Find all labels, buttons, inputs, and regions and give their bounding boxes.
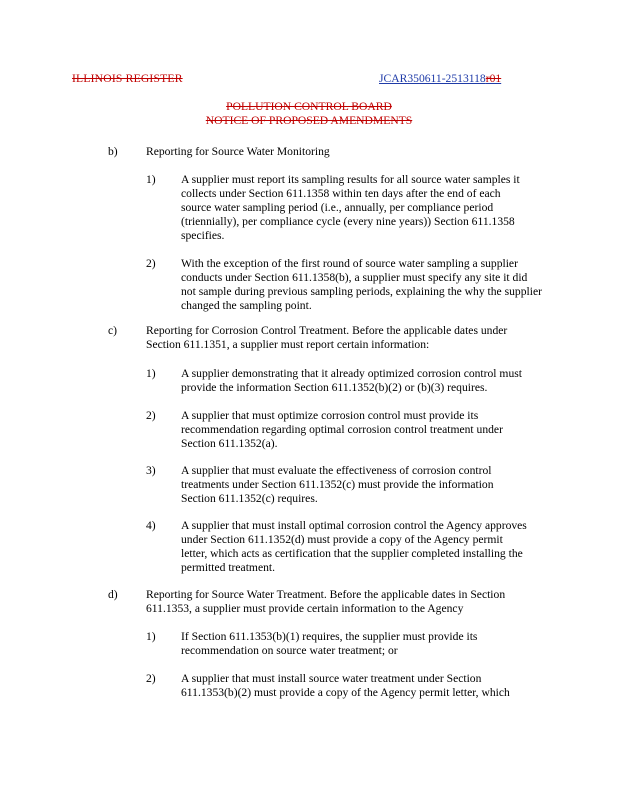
text-line: (triennially), per compliance cycle (every nine years)) Section 611.1358: [181, 215, 515, 228]
notice-title: NOTICE OF PROPOSED AMENDMENTS: [205, 114, 413, 127]
text-line: A supplier that must install optimal corrosion control the Agency approves: [181, 519, 527, 532]
board-title: POLLUTION CONTROL BOARD: [226, 100, 392, 113]
document-code-main: JCAR350611-2513118: [379, 72, 486, 85]
item-b1-number: 1): [146, 173, 156, 186]
text-line: A supplier demonstrating that it already optimized corrosion control must: [181, 367, 522, 380]
item-d1-text: [181, 630, 586, 658]
section-d-label: d): [108, 588, 118, 601]
text-line: under Section 611.1352(d) must provide a copy of the Agency permit: [181, 533, 503, 546]
text-line: changed the sampling point.: [181, 299, 312, 312]
text-line: With the exception of the first round of source water sampling a supplier: [181, 257, 518, 270]
item-c4-number: 4): [146, 519, 156, 532]
section-c-label: c): [108, 324, 118, 337]
text-line: permitted treatment.: [181, 561, 276, 574]
text-line: provide the information Section 611.1352(b)(2) or (b)(3) requires.: [181, 381, 488, 394]
text-line: specifies.: [181, 229, 225, 242]
item-c3-number: 3): [146, 464, 156, 477]
text-line: Section 611.1352(c) requires.: [181, 492, 318, 505]
text-line: A supplier must report its sampling results for all source water samples it: [181, 173, 520, 186]
text-line: A supplier that must optimize corrosion control must provide its: [181, 409, 479, 422]
text-line: recommendation regarding optimal corrosion control treatment under: [181, 423, 503, 436]
text-line: treatments under Section 611.1352(c) must provide the information: [181, 478, 494, 491]
item-b1-text: [181, 173, 586, 243]
text-line: letter, which acts as certification that the supplier completed installing the: [181, 547, 523, 560]
item-c1-text: [181, 367, 586, 395]
text-line: A supplier that must evaluate the effectiveness of corrosion control: [181, 464, 492, 477]
item-b2-text: [181, 257, 586, 313]
text-line: Section 611.1351, a supplier must report certain information:: [146, 338, 430, 351]
item-c2-number: 2): [146, 409, 156, 422]
item-c1-number: 1): [146, 367, 156, 380]
text-line: not sample during previous sampling periods, explaining the why the supplier: [181, 285, 542, 298]
document-code-revision: r01: [485, 72, 502, 85]
section-b-label: b): [108, 145, 118, 158]
item-c3-text: [181, 464, 586, 506]
text-line: 611.1353, a supplier must provide certain information to the Agency: [146, 602, 464, 615]
item-d1-number: 1): [146, 630, 156, 643]
text-line: source water sampling period (i.e., annually, per compliance period: [181, 201, 494, 214]
section-d-heading: [146, 588, 586, 616]
item-c2-text: [181, 409, 586, 451]
text-line: 611.1353(b)(2) must provide a copy of the Agency permit letter, which: [181, 686, 510, 699]
text-line: A supplier that must install source water treatment under Section: [181, 672, 482, 685]
text-line: Reporting for Corrosion Control Treatment. Before the applicable dates under: [146, 324, 508, 337]
section-b-heading: [146, 145, 586, 159]
item-d2-number: 2): [146, 672, 156, 685]
register-header: ILLINOIS REGISTER: [72, 72, 183, 85]
item-c4-text: [181, 519, 586, 575]
item-d2-text: [181, 672, 586, 700]
text-line: collects under Section 611.1358 within ten days after the end of each: [181, 187, 501, 200]
text-line: Section 611.1352(a).: [181, 437, 278, 450]
text-line: Reporting for Source Water Monitoring: [146, 145, 330, 158]
item-b2-number: 2): [146, 257, 156, 270]
document-code: [379, 72, 501, 86]
text-line: Reporting for Source Water Treatment. Before the applicable dates in Section: [146, 588, 506, 601]
text-line: conducts under Section 611.1358(b), a supplier must specify any site it did: [181, 271, 528, 284]
section-c-heading: [146, 324, 586, 352]
text-line: recommendation on source water treatment; or: [181, 644, 398, 657]
text-line: If Section 611.1353(b)(1) requires, the supplier must provide its: [181, 630, 478, 643]
